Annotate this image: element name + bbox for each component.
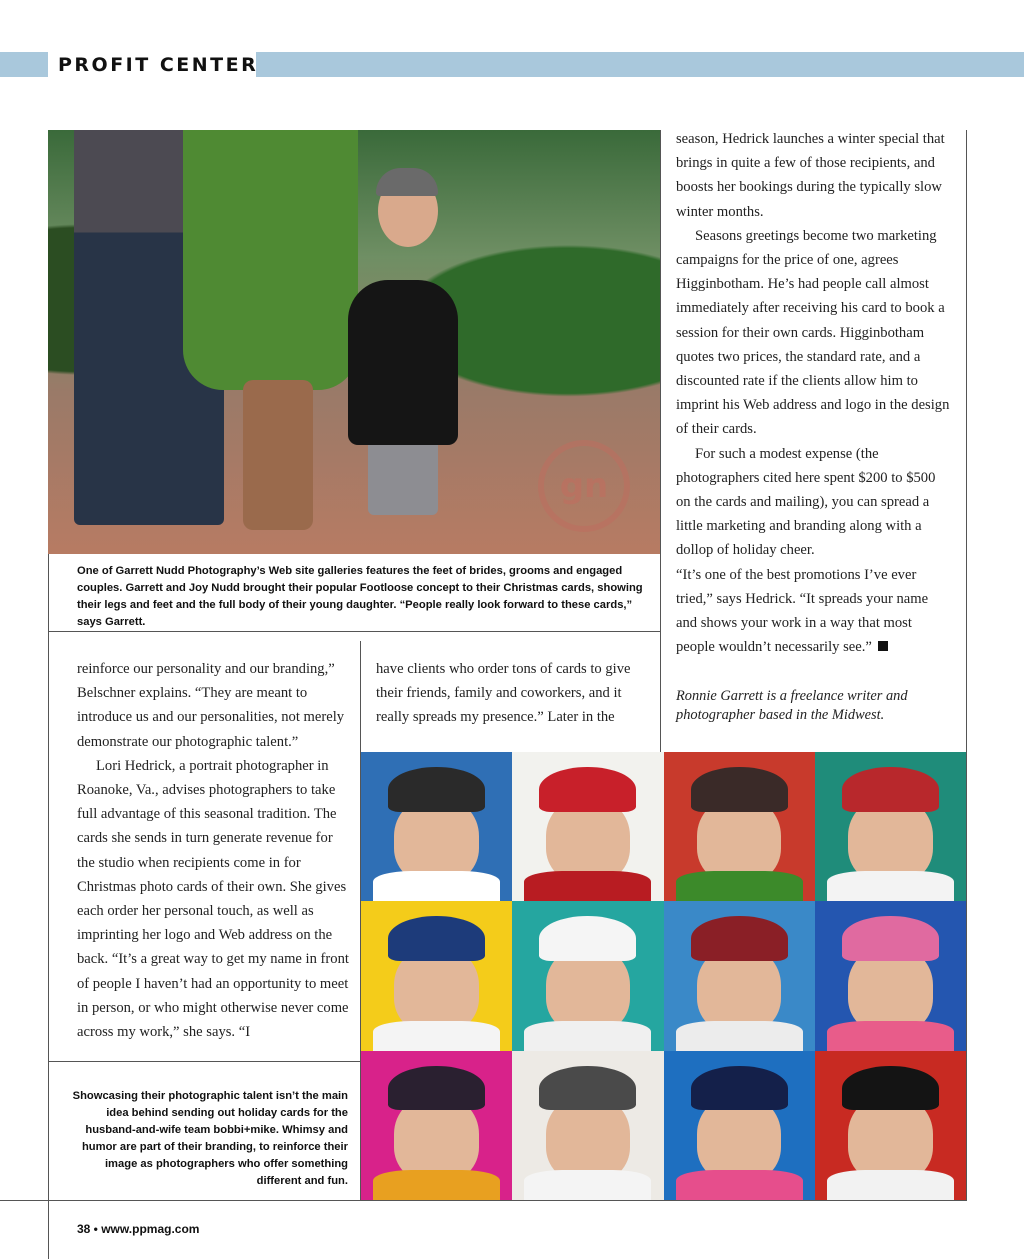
paragraph-final-text: “It’s one of the best promotions I’ve ever tried,” says Hedrick. “It spreads your name and shows your work in a way that most people wouldn’t necessarily see.” [676,566,929,656]
family-photo-caption: One of Garrett Nudd Photography’s Web site galleries features the feet of brides, grooms and engaged couples. Garrett and Joy Nudd brought their popular Footloose concept to their Christmas cards, showing their legs and feet and the full body of their young daughter. “People really look forward to these cards,” says Garrett. [77,565,643,628]
photo-figure-woman [183,130,358,390]
scarf [524,1021,651,1051]
article-column-middle [376,657,646,730]
scarf [373,1021,500,1051]
section-title: PROFIT CENTER [58,54,259,76]
winter-hat [539,916,636,961]
author-byline: Ronnie Garrett is a freelance writer and photographer based in the Midwest. [676,688,908,723]
mosaic-tile [512,901,663,1050]
header-band-left [0,52,48,77]
scarf [524,871,651,901]
scarf [676,1021,803,1051]
scarf [373,1170,500,1200]
rule-under-caption [48,631,661,632]
winter-hat [842,916,939,961]
rule-above-caption2 [48,1061,360,1062]
mosaic-tile [664,901,815,1050]
winter-hat [842,767,939,812]
photo-watermark-logo: gn [538,440,630,532]
rule-right [966,130,967,1201]
portrait-mosaic [361,752,966,1200]
scarf [827,1021,954,1051]
winter-hat [842,1066,939,1111]
winter-hat [388,767,485,812]
family-photo [48,130,660,554]
paragraph: For such a modest expense (the photographers cited here spent $200 to $500 on the cards and mailing), you can spread a little marketing and branding along with a dollop of holiday cheer. [676,445,936,559]
paragraph-final [676,563,951,660]
end-of-article-mark [878,641,888,651]
paragraph: Seasons greetings become two marketing campaigns for the price of one, agrees Higginbotham. He’s had people call almost immediately after receiving his card to book a session for their own cards. Higginbotham quotes two prices, the standard rate, and a discounted rate if the clients allow him to imprint his Web address and logo in the design of their cards. [676,227,950,438]
scarf [373,871,500,901]
mosaic-tile [815,752,966,901]
rule-photo-right [660,130,661,752]
paragraph: have clients who order tons of cards to give their friends, family and coworkers, and it really spreads my presence.” Later in the [376,661,631,726]
mosaic-tile [664,1051,815,1200]
mosaic-tile [815,901,966,1050]
winter-hat [539,767,636,812]
winter-hat [388,916,485,961]
scarf [524,1170,651,1200]
photo-figure-girl-hat [376,168,438,196]
scarf [827,871,954,901]
article-column-right [676,127,951,659]
scarf [676,1170,803,1200]
rule-bottom [0,1200,967,1201]
mosaic-tile [361,752,512,901]
mosaic-tile [664,752,815,901]
paragraph: Lori Hedrick, a portrait photographer in Roanoke, Va., advises photographers to take full advantage of this seasonal tradition. The cards she sends in turn generate revenue for the studio when recipients come in for Christmas photo cards of their own. She gives each order her personal touch, as well as imprinting her logo and Web address on the back. “It’s a great way to get my name in front of people I haven’t had an opportunity to meet in person, or who might otherwise never come across my work,” she says. “I [77,757,349,1041]
winter-hat [388,1066,485,1111]
winter-hat [539,1066,636,1111]
article-column-left [77,657,353,1044]
paragraph: season, Hedrick launches a winter special that brings in quite a few of those recipients, and boosts her bookings during the typically slow winter months. [676,131,945,220]
winter-hat [691,767,788,812]
winter-hat [691,1066,788,1111]
scarf [676,871,803,901]
paragraph: reinforce our personality and our branding,” Belschner explains. “They are meant to introduce us and our personalities, not merely demonstrate our photographic talent.” [77,661,345,750]
mosaic-caption: Showcasing their photographic talent isn’t the main idea behind sending out holiday cards for the husband-and-wife team bobbi+mike. Whimsy and humor are part of their branding, to reinforce their image as photographers who offer something different and fun. [72,1090,348,1187]
mosaic-tile [815,1051,966,1200]
winter-hat [691,916,788,961]
page-folio: 38 • www.ppmag.com [77,1222,200,1236]
photo-figure-woman-legs [243,380,313,530]
mosaic-tile [512,1051,663,1200]
header-band-right [256,52,1024,77]
scarf [827,1170,954,1200]
photo-figure-girl [348,280,458,445]
mosaic-tile [361,901,512,1050]
mosaic-tile [361,1051,512,1200]
mosaic-tile [512,752,663,901]
